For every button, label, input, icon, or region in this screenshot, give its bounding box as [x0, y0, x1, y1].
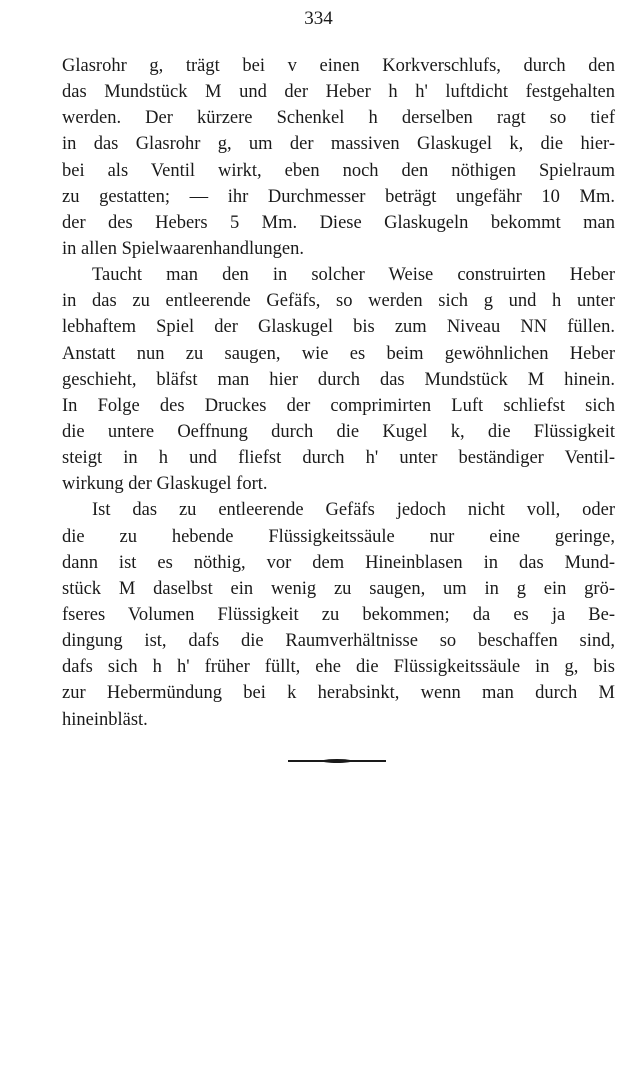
- text-line: die untere Oeffnung durch die Kugel k, die Flüssigkeit: [62, 421, 615, 442]
- text-line: in das zu entleerende Gefäfs, so werden sich g und h unter: [62, 291, 615, 312]
- text-line: das Mundstück M und der Heber h h' luftdicht festgehalten: [62, 82, 615, 103]
- body-text: [62, 53, 615, 733]
- text-line: wirkung der Glaskugel fort.: [62, 474, 268, 495]
- end-ornament: [288, 758, 386, 764]
- text-line: Taucht man den in solcher Weise construirten Heber: [92, 265, 615, 286]
- text-line: Ist das zu entleerende Gefäfs jedoch nicht voll, oder: [92, 500, 615, 521]
- text-line: In Folge des Druckes der comprimirten Luft schliefst sich: [62, 395, 615, 416]
- text-line: in allen Spielwaarenhandlungen.: [62, 238, 304, 259]
- text-line: fseres Volumen Flüssigkeit zu bekommen; da es ja Be-: [62, 604, 615, 625]
- text-line: dafs sich h h' früher füllt, ehe die Flüssigkeitssäule in g, bis: [62, 657, 615, 678]
- text-line: bei als Ventil wirkt, eben noch den nöthigen Spielraum: [62, 160, 615, 181]
- text-line: zur Hebermündung bei k herabsinkt, wenn man durch M: [62, 683, 615, 704]
- page-number: 334: [304, 8, 333, 29]
- text-line: der des Hebers 5 Mm. Diese Glaskugeln bekommt man: [62, 212, 615, 233]
- text-line: hineinbläst.: [62, 709, 148, 730]
- text-line: die zu hebende Flüssigkeitssäule nur eine geringe,: [62, 526, 615, 547]
- text-line: steigt in h und fliefst durch h' unter beständiger Ventil-: [62, 448, 615, 469]
- text-line: dingung ist, dafs die Raumverhältnisse so beschaffen sind,: [62, 631, 615, 652]
- text-line: Anstatt nun zu saugen, wie es beim gewöhnlichen Heber: [62, 343, 615, 364]
- text-line: stück M daselbst ein wenig zu saugen, um in g ein grö-: [62, 578, 615, 599]
- text-line: dann ist es nöthig, vor dem Hineinblasen in das Mund-: [62, 552, 615, 573]
- text-line: in das Glasrohr g, um der massiven Glaskugel k, die hier-: [62, 134, 615, 155]
- text-line: geschieht, bläfst man hier durch das Mundstück M hinein.: [62, 369, 615, 390]
- text-line: zu gestatten; — ihr Durchmesser beträgt ungefähr 10 Mm.: [62, 186, 615, 207]
- text-line: werden. Der kürzere Schenkel h derselben ragt so tief: [62, 108, 615, 129]
- text-line: lebhaftem Spiel der Glaskugel bis zum Niveau NN füllen.: [62, 317, 615, 338]
- ornament-swell: [322, 759, 352, 763]
- text-line: Glasrohr g, trägt bei v einen Korkverschlufs, durch den: [62, 56, 615, 76]
